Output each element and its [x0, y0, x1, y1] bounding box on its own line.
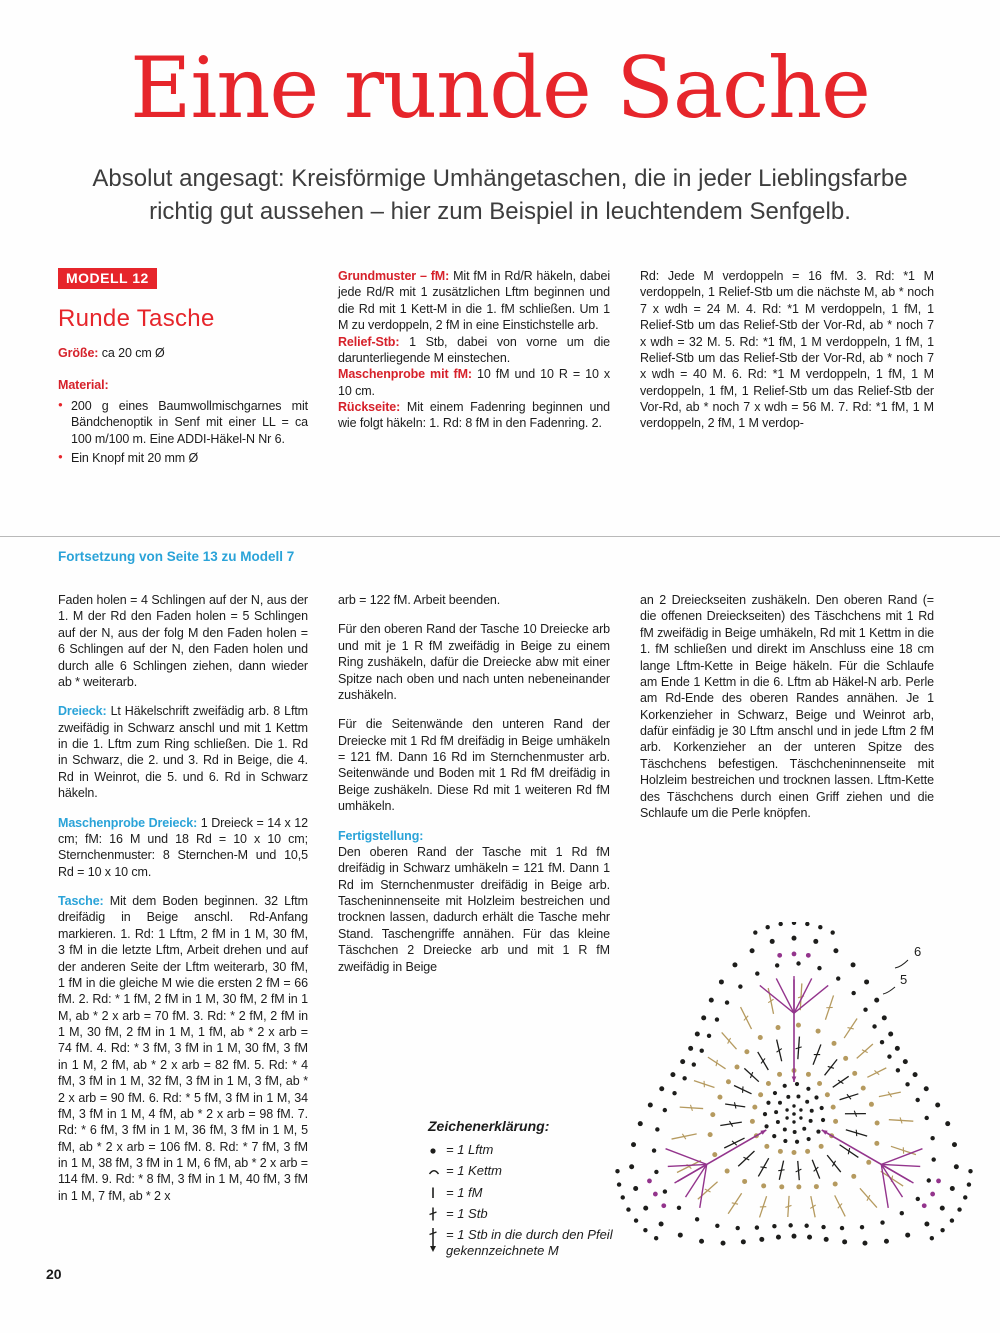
page-subtitle: Absolut angesagt: Kreisförmige Umhängetaschen, die in jeder Lieblingsfarbe richtig gut aussehen – hier zum Beispiel in leuchtendem Senfgelb. [92, 165, 908, 226]
model-heading: Runde Tasche [58, 305, 215, 332]
paragraph-lead: Dreieck: [58, 704, 107, 719]
paragraph: Tasche: Mit dem Boden beginnen. 32 Lftm dreifädig in Beige anschl. Rd-Anfang markieren. 1. Rd: 1 Lftm, 2 fM in 1 M, 30 fM, 3 fM in die letzte Lftm, Arbeit drehen und auf der anderen Seite der Lftm weiterarb, 30 fM, 1 fM in die gleiche M wie die ersten 2 fM = 66 fM. 2. Rd: * 1 fM, 2 fM in 1 M, 30 fM, 2 fM in 1 M, ab * 2 x arb = 70 fM. 3. Rd: * 2 fM, 2 fM in 1 M, 30 fM, 2 fM in 1 M, 1 fM, ab * 2 x arb = 74 fM. 4. Rd: * 3 fM, 3 fM in 1 M, 30 fM, 3 fM in 1 M, 2 fM, ab * 2 x arb = 82 fM. 5. Rd: * 4 fM, 3 fM in 1 M, 32 fM, 3 fM in 1 M, 3 fM, ab * 2 x arb = 90 fM. 6. Rd: * 5 fM, 3 fM in 1 M, 34 fM, 3 fM in 1 M, 4 fM, ab * 2 x arb = 98 fM. 7. Rd: * 6 fM, 3 fM in 1 M, 36 fM, 3 fM in 1 M, 5 fM, ab * 2 x arb = 106 fM. 8. Rd: * 7 fM, 3 fM in 1 M, 38 fM, 3 fM in 1 M, 6 fM, ab * 2 x arb = 114 fM. 9. Rd: * 8 fM, 3 fM in 1 M, 40 fM, 3 fM in 1 M, 7 fM, ab * 2 x [58, 894, 308, 1203]
paragraph: Fertigstellung: Den oberen Rand der Tasche mit 1 Rd fM dreifädig in Schwarz umhäkeln = 121 fM. Dann 1 Rd im Sternchenmuster dreifädig in Beige arb. Tascheninnenseite mit Holzleim bestreichen und trocknen lassen, dadurch erhält die Tasche mehr Stand. Taschengriffe annähen. Für das kleine Täschchen 2 Dreiecke arb und mit 1 R fM zweifädig in Beige [338, 828, 610, 974]
crochet-chart-diagram [598, 922, 1000, 1312]
legend-item: = 1 Kettm [428, 1163, 623, 1179]
size-label: Größe: [58, 346, 99, 360]
material-item: ● 200 g eines Baumwollmischgarnes mit Bändchenoptik in Senf mit einer LL = ca 100 m/100 m. Eine ADDI-Häkel-N Nr 6. [58, 398, 308, 447]
lftm-dot-icon [428, 1142, 446, 1157]
continuation-header: Fortsetzung von Seite 13 zu Modell 7 [58, 549, 295, 564]
paragraph: Rückseite: Mit einem Fadenring beginnen und wie folgt häkeln: 1. Rd: 8 fM in den Fadenring. 2. [338, 400, 610, 431]
paragraph: Maschenprobe mit fM: 10 fM und 10 R = 10 x 10 cm. [338, 367, 610, 398]
size-line [58, 345, 308, 361]
paragraph: Rd: Jede M verdoppeln = 16 fM. 3. Rd: *1 M verdoppeln, 1 Relief-Stb um die nächste M, ab * noch 7 x wdh = 24 M. 4. Rd: *1 M verdoppeln, 1 fM, 1 Relief-Stb um das Relief-Stb der Vor-Rd, ab * noch 7 x wdh = 32 M. 5. Rd: *1 fM, 1 M verdoppeln, 1 fM, 1 Relief-Stb um das Relief-Stb der Vor-Rd, ab * noch 7 x wdh = 40 M. 6. Rd: *1 M verdoppeln, 1 fM, 1 M verdoppeln, 1 fM, 1 Relief-Stb um das Relief-Stb der Vor-Rd, ab * noch 7 x wdh = 56 M. 7. Rd: *1 fM, 1 M verdoppeln, 2 fM, 1 M verdop- [640, 269, 934, 431]
model-badge: MODELL 12 [58, 268, 157, 289]
paragraph-lead: Maschenprobe mit fM: [338, 367, 472, 382]
continuation-column-1 [58, 592, 308, 1204]
symbol-legend [428, 1118, 623, 1260]
paragraph-lead: Rückseite: [338, 400, 401, 414]
model-info-column [58, 268, 308, 466]
pattern-column-2 [640, 268, 934, 466]
page-title: Eine runde Sache [130, 39, 870, 137]
stb-arrow-icon [428, 1227, 446, 1253]
page-number: 20 [46, 1266, 62, 1282]
round-label-5: 5 [900, 972, 908, 987]
paragraph-lead: Fertigstellung: [338, 828, 424, 843]
pattern-section [58, 268, 944, 466]
material-item: ● Ein Knopf mit 20 mm Ø [58, 450, 308, 466]
paragraph: Für den oberen Rand der Tasche 10 Dreiecke arb und mit je 1 R fM zweifädig in Beige zu einem Ring zushäkeln, dafür die Dreiecke abw mit einer Spitze nach oben und nach unten nebeneinander zushäkeln. [338, 622, 610, 702]
kettm-arc-icon [428, 1163, 446, 1178]
legend-title: Zeichenerklärung: [428, 1118, 550, 1134]
material-list [58, 398, 308, 467]
paragraph: Dreieck: Lt Häkelschrift zweifädig arb. 8 Lftm zweifädig in Schwarz anschl und mit 1 Kettm in die 1. Lftm zum Ring schließen. Die 1. Rd in Schwarz, die 2. und 3. Rd in Beige, die 4. Rd in Weinrot, die 5. und 6. Rd in Schwarz häkeln. [58, 704, 308, 801]
fm-bar-icon [428, 1185, 446, 1200]
paragraph: arb = 122 fM. Arbeit beenden. [338, 593, 501, 607]
legend-item: = 1 Stb in die durch den Pfeil gekennzeichnete M [428, 1227, 623, 1260]
continuation-column-2 [338, 592, 610, 1204]
legend-item: = 1 fM [428, 1185, 623, 1201]
paragraph-lead: Grundmuster – fM: [338, 269, 450, 283]
material-heading: Material: [58, 378, 109, 393]
stb-cross-icon [428, 1206, 446, 1222]
legend-item: = 1 Stb [428, 1206, 623, 1222]
pattern-column-1 [338, 268, 610, 466]
paragraph: Grundmuster – fM: Mit fM in Rd/R häkeln, dabei jede Rd/R mit 1 zusätzlichen Lftm beginnen und die Rd mit 1 Kett-M in die 1. fM schließen. Um 1 M zu verdoppeln, 2 fM in eine Einstichstelle arb. [338, 269, 610, 333]
size-value: ca 20 cm Ø [101, 346, 165, 360]
paragraph: an 2 Dreieckseiten zushäkeln. Den oberen Rand (= die offenen Dreieckseiten) des Täschchens mit 1 Rd fM zweifädig in Beige umhäkeln, Rd mit 1 Kettm in die 1. fM schließen und direkt im Anschluss eine 18 cm lange Lftm-Kette in Beige häkeln. Für die Schlaufe am Ende 1 Kettm in die 6. Lftm ab Häkel-N arb. Perle am Rd-Ende des oberen Randes annähen. Je 1 Korkenzieher in Schwarz, Beige und Weinrot arb, dafür einfädig je 30 Lftm anschl und in jede Lftm 2 fM arb. Korkenzieher an der unteren Spitze des Täschchens befestigen. Täschcheninnenseite mit Holzleim bestreichen und trocknen lassen. Lftm-Kette des Täschchens durch einen Griff ziehen und die Schlaufe um die Perle knöpfen. [640, 593, 934, 820]
paragraph: Für die Seitenwände den unteren Rand der Dreiecke mit 1 Rd fM dreifädig in Beige umhäkeln = 121 fM. Dann 16 Rd im Sternchenmuster arb. Seitenwände und Boden mit 1 Rd fM dreifädig in Beige zushäkeln. Diese Rd mit 1 weiteren Rd fM umhäkeln. [338, 717, 610, 814]
paragraph-lead: Tasche: [58, 894, 104, 908]
legend-item: = 1 Lftm [428, 1142, 623, 1158]
paragraph-lead: Maschenprobe Dreieck: [58, 815, 198, 830]
paragraph-lead: Relief-Stb: [338, 334, 400, 349]
paragraph: Faden holen = 4 Schlingen auf der N, aus der 1. M der Rd den Faden holen = 5 Schlingen auf der N, aus der folg M den Faden holen = 6 Schlingen auf der N, den Faden holen und durch alle 6 Schlingen ziehen, dann wieder ab * weiterarb. [58, 593, 308, 689]
paragraph: Relief-Stb: 1 Stb, dabei von vorne um die darunterliegende M einstechen. [338, 334, 610, 365]
section-divider [0, 536, 1000, 537]
paragraph: Maschenprobe Dreieck: 1 Dreieck = 14 x 12 cm; fM: 16 M und 18 Rd = 10 x 10 cm; Sternchenmuster: 8 Sternchen-M und 10,5 Rd = 10 x 10 cm. [58, 815, 308, 879]
round-label-6: 6 [914, 944, 922, 959]
